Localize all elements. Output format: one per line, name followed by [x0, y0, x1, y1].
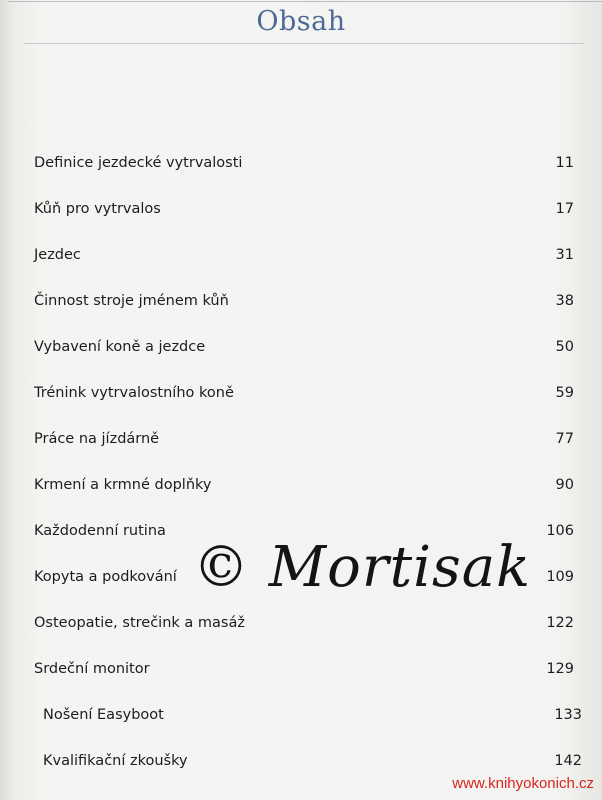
toc-entry-page-number: 109 — [546, 569, 574, 585]
toc-entry — [43, 749, 582, 773]
copyright-watermark: © Mortisak — [193, 535, 532, 600]
toc-entry-page-number: 59 — [555, 385, 574, 401]
toc-entry — [34, 335, 574, 359]
toc-entry — [34, 611, 574, 635]
toc-entry-page-number: 17 — [555, 201, 574, 217]
toc-entry-title: Srdeční monitor — [34, 661, 150, 677]
toc-entry-title: Kopyta a podkování — [34, 569, 177, 585]
toc-entry-title: Činnost stroje jménem kůň — [34, 293, 229, 309]
website-url: www.knihyokonich.cz — [452, 775, 594, 792]
toc-entry-title: Každodenní rutina — [34, 523, 166, 539]
toc-entry-title: Práce na jízdárně — [34, 431, 160, 447]
toc-entry-page-number: 38 — [555, 293, 574, 309]
toc-entry — [43, 703, 582, 727]
toc-entry-title: Jezdec — [34, 247, 81, 263]
toc-entry-page-number: 90 — [555, 477, 574, 493]
toc-entry-page-number: 106 — [546, 523, 574, 539]
toc-entry — [34, 381, 574, 405]
toc-entry-title: Kůň pro vytrvalos — [34, 201, 161, 217]
toc-entry-page-number: 50 — [555, 339, 574, 355]
toc-entry — [34, 657, 574, 681]
toc-entry-title: Definice jezdecké vytrvalosti — [34, 155, 243, 171]
toc-entry-title: Kvalifikační zkoušky — [43, 753, 188, 769]
toc-entry-title: Osteopatie, strečink a masáž — [34, 615, 245, 631]
toc-entry-page-number: 77 — [555, 431, 574, 447]
toc-entry-page-number: 122 — [546, 615, 574, 631]
toc-entry — [34, 151, 574, 175]
toc-entry-page-number: 31 — [555, 247, 574, 263]
toc-entry-page-number: 133 — [554, 707, 582, 723]
toc-entry-title: Nošení Easyboot — [43, 707, 164, 723]
toc-entry — [34, 473, 574, 497]
toc-entry-page-number: 129 — [546, 661, 574, 677]
toc-entry-title: Vybavení koně a jezdce — [34, 339, 206, 355]
toc-entry-page-number: 142 — [554, 753, 582, 769]
page-title: Obsah — [256, 6, 346, 37]
toc-entry — [34, 197, 574, 221]
toc-entry — [34, 289, 574, 313]
toc-entry — [34, 427, 574, 451]
toc-entry — [34, 243, 574, 267]
toc-entry-title: Krmení a krmné doplňky — [34, 477, 212, 493]
toc-entry-title: Trénink vytrvalostního koně — [34, 385, 234, 401]
toc-entry-page-number: 11 — [555, 155, 574, 171]
